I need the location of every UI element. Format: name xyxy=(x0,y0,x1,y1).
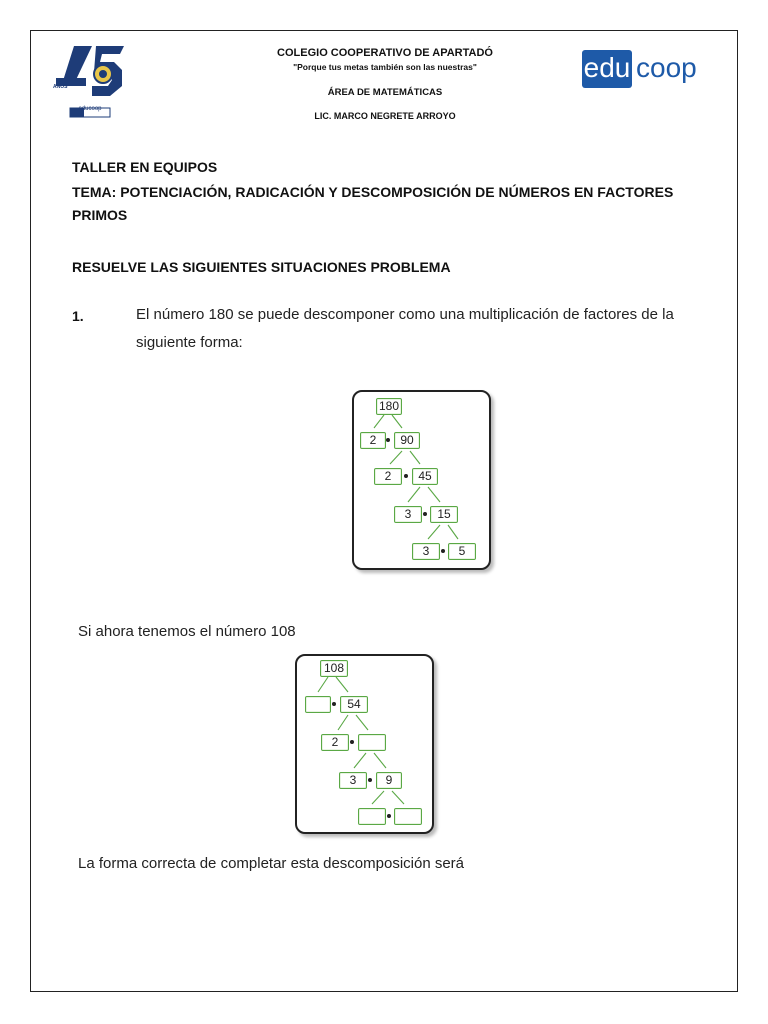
tree2-r0-right: 54 xyxy=(340,696,368,713)
logo-small-label: educoop xyxy=(78,106,102,112)
logo-years-label: AÑOS xyxy=(53,84,68,90)
workshop-title: TALLER EN EQUIPOS xyxy=(72,159,218,175)
tree1-r2-right: 15 xyxy=(430,506,458,523)
tree1-r3-left: 3 xyxy=(412,543,440,560)
tree2-root: 108 xyxy=(320,660,348,677)
teacher-name: LIC. MARCO NEGRETE ARROYO xyxy=(314,111,456,121)
tree1-root: 180 xyxy=(376,398,402,415)
topic-title: TEMA: POTENCIACIÓN, RADICACIÓN Y DESCOMPOSICIÓN DE NÚMEROS EN FACTORES xyxy=(72,184,674,200)
topic-title-cont: PRIMOS xyxy=(72,207,128,223)
educoop-logo-coop: coop xyxy=(636,52,697,83)
tree2-r1-left: 2 xyxy=(321,734,349,751)
instructions-heading: RESUELVE LAS SIGUIENTES SITUACIONES PROBLEMA xyxy=(72,259,451,275)
tree1-r3-right: 5 xyxy=(448,543,476,560)
problem-text-line1: El número 180 se puede descomponer como una multiplicación de factores de la xyxy=(136,306,674,323)
closing-text: La forma correcta de completar esta descomposición será xyxy=(78,855,465,872)
tree1-r0-left: 2 xyxy=(360,432,386,449)
school-name: COLEGIO COOPERATIVO DE APARTADÓ xyxy=(277,47,493,59)
tree2-r2-right: 9 xyxy=(376,772,402,789)
tree1-r2-left: 3 xyxy=(394,506,422,523)
tree1-r1-left: 2 xyxy=(374,468,402,485)
area-name: ÁREA DE MATEMÁTICAS xyxy=(327,87,443,98)
tree2-r2-left: 3 xyxy=(339,772,367,789)
tree1-r1-right: 45 xyxy=(412,468,438,485)
problem-text-line2: siguiente forma: xyxy=(136,334,243,351)
question-text: Si ahora tenemos el número 108 xyxy=(78,623,296,640)
school-motto: "Porque tus metas también son las nuestras" xyxy=(293,62,477,72)
educoop-logo-edu: edu xyxy=(582,50,632,88)
tree1-r0-right: 90 xyxy=(394,432,420,449)
problem-number: 1. xyxy=(72,308,84,324)
